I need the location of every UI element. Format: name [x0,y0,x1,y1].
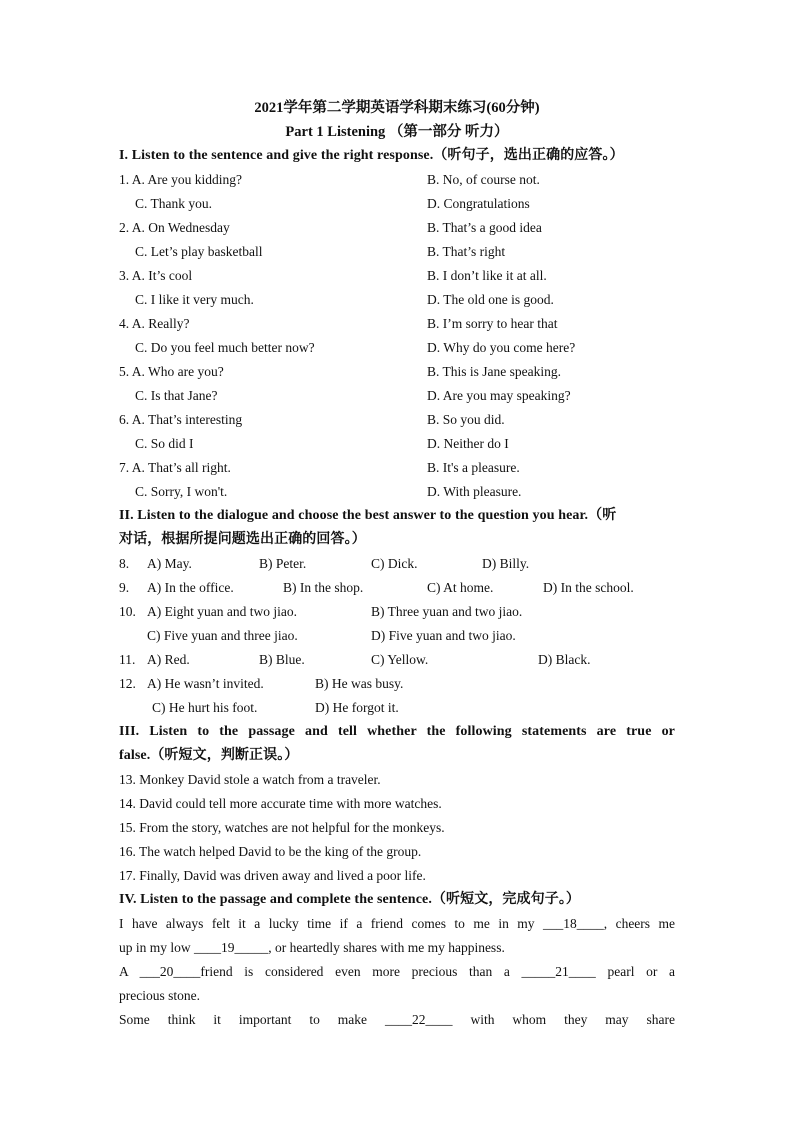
statement-17: 17. Finally, David was driven away and lived a poor life. [119,868,426,883]
section-1-row [119,480,675,504]
part-title: Part 1 Listening （第一部分 听力） [285,124,509,140]
q11-option-a: A) Red. [147,652,190,667]
q10-number: 10. [119,604,136,619]
option-right: B. I’m sorry to hear that [427,316,558,331]
passage-line-3: A ___20____friend is considered even more precious than a _____21____ pearl or a [119,964,675,979]
q11-number: 11. [119,652,136,667]
section-1-row [119,264,675,288]
section-1-row [119,408,675,432]
section-1-row [119,336,675,360]
section-1-row [119,240,675,264]
q10-option-b: B) Three yuan and two jiao. [371,604,523,619]
section-1-row [119,192,675,216]
q12-option-c: C) He hurt his foot. [152,700,258,715]
section-2-heading-line2: 对话，根据所提问题选出正确的回答。） [119,532,366,547]
section-1-row [119,456,675,480]
option-left: C. Let’s play basketball [135,244,263,259]
q8-option-c: C) Dick. [371,556,418,571]
q9-option-d: D) In the school. [543,580,634,595]
option-left: 6. A. That’s interesting [119,412,243,427]
option-right: D. Why do you come here? [427,340,576,355]
section-1-row [119,216,675,240]
q12-option-a: A) He wasn’t invited. [147,676,264,691]
option-left: 7. A. That’s all right. [119,460,231,475]
q8-number: 8. [119,556,130,571]
section-1-row [119,360,675,384]
option-right: D. Are you may speaking? [427,388,571,403]
q8-option-b: B) Peter. [259,556,307,571]
q10-option-a: A) Eight yuan and two jiao. [147,604,297,619]
question-11 [119,648,675,672]
question-9 [119,576,675,600]
option-left: 5. A. Who are you? [119,364,224,379]
q11-option-d: D) Black. [538,652,591,667]
question-10-cont [119,624,675,648]
option-left: 2. A. On Wednesday [119,220,230,235]
q11-option-c: C) Yellow. [371,652,429,667]
option-left: C. Thank you. [135,196,212,211]
q12-option-d: D) He forgot it. [315,700,399,715]
section-1-row [119,312,675,336]
option-left: 1. A. Are you kidding? [119,172,242,187]
passage-line-1: I have always felt it a lucky time if a friend comes to me in my ___18____, cheers me [119,916,675,931]
option-right: B. It's a pleasure. [427,460,520,475]
q8-option-a: A) May. [147,556,192,571]
option-left: C. Is that Jane? [135,388,218,403]
section-2-heading-line1: II. Listen to the dialogue and choose the best answer to the question you hear.（听 [119,508,617,523]
q12-number: 12. [119,676,136,691]
passage-line-4: precious stone. [119,988,200,1003]
option-right: D. With pleasure. [427,484,522,499]
section-3-heading-line2: false.（听短文，判断正误。） [119,748,299,763]
option-right: D. Neither do I [427,436,509,451]
statement-14: 14. David could tell more accurate time with more watches. [119,796,442,811]
option-left: 3. A. It’s cool [119,268,193,283]
option-right: B. I don’t like it at all. [427,268,547,283]
q9-option-a: A) In the office. [147,580,234,595]
statement-13: 13. Monkey David stole a watch from a traveler. [119,772,381,787]
question-12 [119,672,675,696]
section-4-heading: IV. Listen to the passage and complete the sentence.（听短文，完成句子。） [119,892,581,907]
passage-line-5: Some think it important to make ____22____ with whom they may share [119,1012,675,1027]
section-2-heading [119,504,675,528]
option-left: C. So did I [135,436,194,451]
q10-option-c: C) Five yuan and three jiao. [147,628,298,643]
section-1-options [119,168,675,504]
option-right: B. So you did. [427,412,505,427]
option-left: 4. A. Really? [119,316,190,331]
q11-option-b: B) Blue. [259,652,305,667]
q9-option-c: C) At home. [427,580,494,595]
passage-line-2: up in my low ____19_____, or heartedly shares with me my happiness. [119,940,505,955]
option-right: B. No, of course not. [427,172,540,187]
question-12-cont [119,696,675,720]
q10-option-d: D) Five yuan and two jiao. [371,628,516,643]
option-left: C. I like it very much. [135,292,254,307]
question-8 [119,552,675,576]
question-10 [119,600,675,624]
section-1-row [119,432,675,456]
option-left: C. Do you feel much better now? [135,340,315,355]
section-1-heading: I. Listen to the sentence and give the right response.（听句子，选出正确的应答。） [119,148,624,163]
option-right: D. Congratulations [427,196,530,211]
section-1-row [119,168,675,192]
option-right: B. That’s a good idea [427,220,542,235]
option-right: B. That’s right [427,244,506,259]
section-1-row [119,288,675,312]
document-page [119,96,675,1032]
q12-option-b: B) He was busy. [315,676,404,691]
option-right: D. The old one is good. [427,292,554,307]
statement-15: 15. From the story, watches are not helpful for the monkeys. [119,820,445,835]
q8-option-d: D) Billy. [482,556,530,571]
q9-option-b: B) In the shop. [283,580,364,595]
option-left: C. Sorry, I won't. [135,484,228,499]
option-right: B. This is Jane speaking. [427,364,561,379]
q9-number: 9. [119,580,130,595]
section-3-heading-line1: III. Listen to the passage and tell whether the following statements are true or [119,724,675,739]
statement-16: 16. The watch helped David to be the king of the group. [119,844,422,859]
section-1-row [119,384,675,408]
document-title: 2021学年第二学期英语学科期末练习(60分钟) [254,100,540,116]
